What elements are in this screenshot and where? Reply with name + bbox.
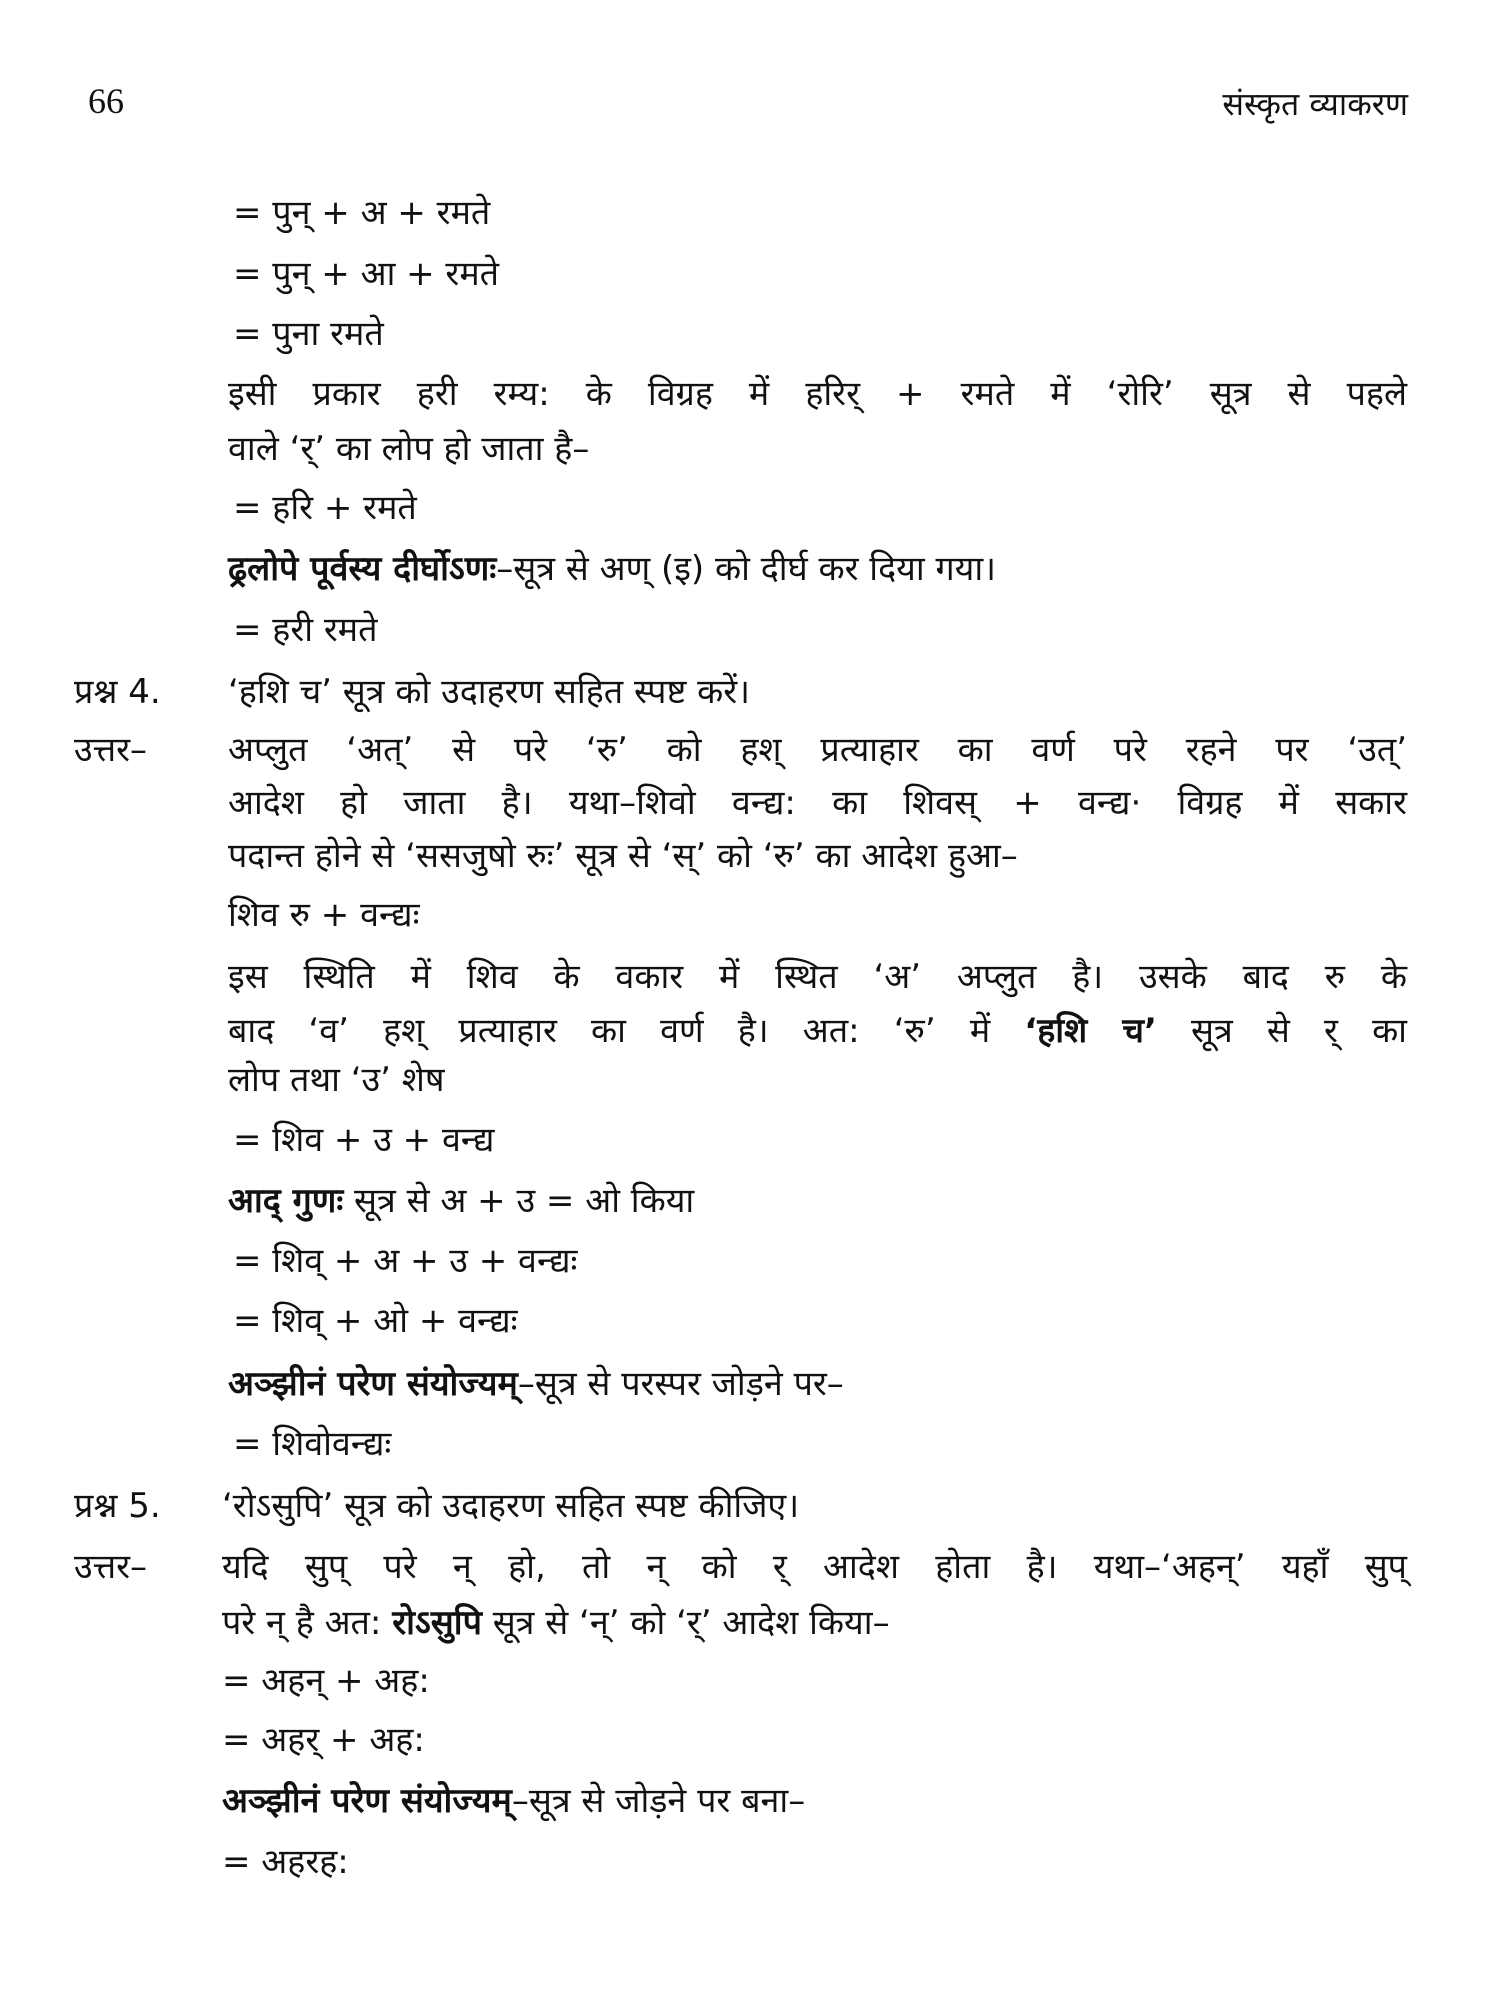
text-segment: = अहर् + अह:	[222, 1720, 425, 1760]
text-line	[222, 1545, 1407, 1589]
text-segment: = पुन् + अ + रमते	[233, 193, 491, 233]
text-segment: बाद ‘व’ हश् प्रत्याहार का वर्ण है। अत: ‘रु’ में	[228, 1011, 1025, 1051]
text-segment: = पुना रमते	[233, 314, 384, 354]
text-line	[222, 1659, 430, 1703]
text-line	[233, 608, 378, 652]
text-segment: –सूत्र से जोड़ने पर बना–	[511, 1781, 806, 1821]
text-line	[233, 1118, 494, 1162]
text-line	[233, 1239, 577, 1283]
text-line	[222, 1779, 805, 1823]
page-number: 66	[88, 81, 124, 121]
text-line	[228, 834, 1018, 878]
text-segment: = शिव् + ओ + वन्द्यः	[233, 1301, 518, 1341]
text-segment: परे न् है अत:	[222, 1603, 393, 1643]
sutra-bold-text: अञ्झीनं परेण संयोज्यम्	[228, 1364, 518, 1404]
text-segment: = हरी रमते	[233, 610, 378, 650]
text-line	[228, 547, 996, 591]
text-line	[228, 372, 1407, 416]
text-line	[228, 670, 750, 714]
text-line	[222, 1601, 890, 1645]
text-line	[228, 1009, 1407, 1053]
text-line	[233, 312, 384, 356]
question-4-label: प्रश्न 4.	[74, 672, 161, 712]
answer-4-label: उत्तर–	[74, 730, 148, 770]
text-line	[233, 486, 417, 530]
text-segment: –सूत्र से अण् (इ) को दीर्घ कर दिया गया।	[496, 549, 997, 589]
text-segment: लोप तथा ‘उ’ शेष	[228, 1060, 445, 1100]
text-line	[228, 1362, 844, 1406]
text-segment: अप्लुत ‘अत्’ से परे ‘रु’ को हश् प्रत्याहार का वर्ण परे रहने पर ‘उत्’	[228, 730, 1407, 770]
text-line	[233, 252, 499, 296]
text-segment: = शिवोवन्द्यः	[233, 1424, 392, 1464]
text-line	[222, 1840, 349, 1884]
text-segment: इस स्थिति में शिव के वकार में स्थित ‘अ’ अप्लुत है। उसके बाद रु के	[228, 957, 1407, 997]
text-segment: सूत्र से र् का	[1156, 1011, 1407, 1051]
text-segment: = शिव + उ + वन्द्य	[233, 1120, 495, 1160]
text-segment: शिव रु + वन्द्यः	[228, 895, 420, 935]
text-line	[228, 781, 1407, 825]
text-segment: = अहन् + अह:	[222, 1661, 430, 1701]
question-5-label: प्रश्न 5.	[74, 1486, 161, 1526]
text-segment: सूत्र से ‘न्’ को ‘र्’ आदेश किया–	[481, 1603, 890, 1643]
text-segment: ‘रोऽसुपि’ सूत्र को उदाहरण सहित स्पष्ट कीजिए।	[222, 1486, 800, 1526]
text-segment: –सूत्र से परस्पर जोड़ने पर–	[517, 1364, 844, 1404]
sutra-bold-text: ‘हशि च’	[1024, 1011, 1157, 1051]
text-line	[222, 1484, 799, 1528]
sutra-bold-text: ढ्रलोपे पूर्वस्य दीर्घोऽणः	[228, 549, 497, 589]
text-line	[228, 1179, 694, 1223]
text-line	[228, 728, 1407, 772]
sutra-bold-text: रोऽसुपि	[392, 1603, 482, 1643]
text-line	[228, 893, 419, 937]
text-segment: ‘हशि च’ सूत्र को उदाहरण सहित स्पष्ट करें।	[228, 672, 751, 712]
text-segment: इसी प्रकार हरी रम्य: के विग्रह में हरिर् + रमते में ‘रोरि’ सूत्र से पहले	[228, 374, 1407, 414]
text-segment: पदान्त होने से ‘ससजुषो रुः’ सूत्र से ‘स्’ को ‘रु’ का आदेश हुआ–	[228, 836, 1018, 876]
text-segment: = हरि + रमते	[233, 488, 417, 528]
sutra-bold-text: आद् गुणः	[228, 1181, 344, 1221]
text-segment: = शिव् + अ + उ + वन्द्यः	[233, 1241, 578, 1281]
text-line	[228, 427, 589, 471]
sutra-bold-text: अञ्झीनं परेण संयोज्यम्	[222, 1781, 512, 1821]
text-line	[233, 1422, 391, 1466]
text-segment: = अहरह:	[222, 1842, 349, 1882]
text-segment: आदेश हो जाता है। यथा–शिवो वन्द्य: का शिवस् + वन्द्य· विग्रह में सकार	[228, 783, 1407, 823]
text-line	[222, 1718, 425, 1762]
text-line	[233, 191, 490, 235]
text-line	[228, 955, 1407, 999]
running-title: संस्कृत व्याकरण	[1222, 85, 1408, 123]
text-line	[228, 1058, 445, 1102]
text-segment: = पुन् + आ + रमते	[233, 254, 500, 294]
text-segment: सूत्र से अ + उ = ओ किया	[343, 1181, 695, 1221]
text-segment: यदि सुप् परे न् हो, तो न् को र् आदेश होता है। यथा–‘अहन्’ यहाँ सुप्	[222, 1547, 1407, 1587]
text-segment: वाले ‘र्’ का लोप हो जाता है–	[228, 429, 590, 469]
answer-5-label: उत्तर–	[74, 1547, 148, 1587]
text-line	[233, 1299, 517, 1343]
